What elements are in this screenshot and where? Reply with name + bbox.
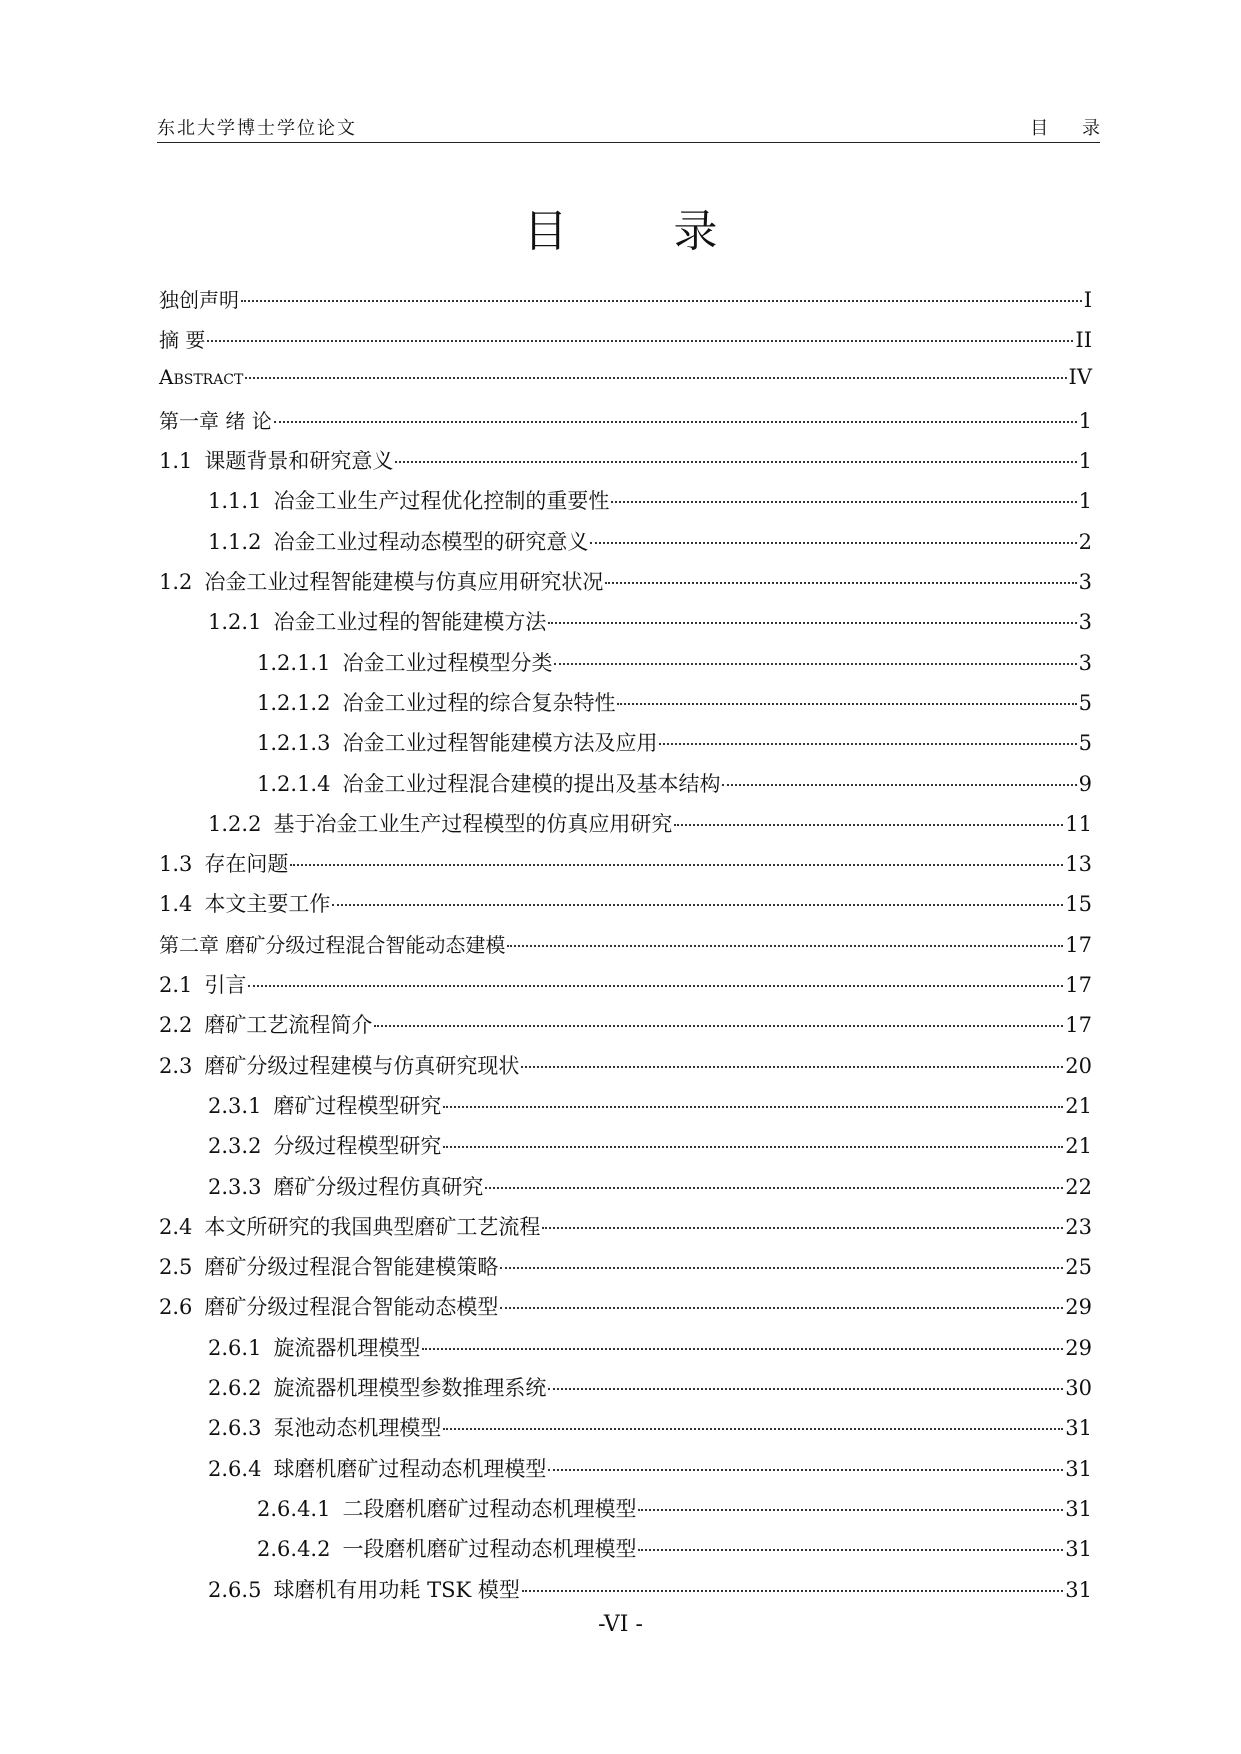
toc-entry-number: 1.2.1.1 bbox=[257, 650, 331, 675]
toc-entry-number: 1.2.1.3 bbox=[257, 731, 331, 756]
dot-leader bbox=[485, 1187, 1063, 1189]
toc-entry[interactable] bbox=[159, 1332, 1092, 1372]
toc-entry-page: 1 bbox=[1078, 489, 1092, 514]
dot-leader bbox=[274, 421, 1077, 423]
toc-entry-page: 17 bbox=[1065, 1013, 1092, 1038]
toc-entry-page: II bbox=[1075, 328, 1092, 353]
dot-leader bbox=[617, 703, 1076, 705]
toc-entry-number: 2.6.4 bbox=[208, 1456, 262, 1481]
toc-entry-number: 1.2.1.4 bbox=[257, 771, 331, 796]
toc-entry[interactable] bbox=[159, 445, 1092, 485]
toc-entry-number: 2.3.3 bbox=[208, 1174, 262, 1199]
toc-entry[interactable] bbox=[159, 1574, 1092, 1614]
toc-entry-page: 31 bbox=[1065, 1577, 1092, 1602]
toc-entry-number: 1.1.1 bbox=[208, 489, 262, 514]
toc-entry-page: 17 bbox=[1065, 973, 1092, 998]
toc-entry-number: 1.2.1 bbox=[208, 610, 262, 635]
toc-entry-page: 30 bbox=[1065, 1376, 1092, 1401]
page-title: 目 录 bbox=[523, 206, 764, 257]
dot-leader bbox=[542, 1227, 1063, 1229]
toc-entry-title: 球磨机有用功耗 TSK 模型 bbox=[273, 1577, 520, 1602]
toc-entry-title: 球磨机磨矿过程动态机理模型 bbox=[273, 1456, 547, 1481]
dot-leader bbox=[241, 300, 1082, 302]
toc-entry[interactable] bbox=[159, 1372, 1092, 1412]
toc-entry[interactable] bbox=[159, 1090, 1092, 1130]
toc-entry-page: 31 bbox=[1065, 1456, 1092, 1481]
toc-entry[interactable] bbox=[159, 1009, 1092, 1049]
toc-entry-title: 引言 bbox=[204, 973, 247, 998]
dot-leader bbox=[290, 864, 1063, 866]
toc-entry-page: 31 bbox=[1065, 1537, 1092, 1562]
toc-entry[interactable] bbox=[159, 808, 1092, 848]
toc-entry-title: 磨矿分级过程建模与仿真研究现状 bbox=[204, 1053, 520, 1078]
dot-leader bbox=[248, 985, 1063, 987]
toc-entry-number: 2.3.1 bbox=[208, 1093, 262, 1118]
dot-leader bbox=[548, 622, 1076, 624]
header-thesis-title: 东北大学博士学位论文 bbox=[157, 118, 357, 139]
toc-entry-page: 22 bbox=[1065, 1174, 1092, 1199]
toc-entry-title: 冶金工业过程模型分类 bbox=[342, 650, 553, 675]
dot-leader bbox=[638, 1509, 1063, 1511]
dot-leader bbox=[443, 1428, 1063, 1430]
toc-entry[interactable] bbox=[159, 1050, 1092, 1090]
toc-entry-number: 2.6.4.1 bbox=[257, 1496, 331, 1521]
toc-entry-number: 2.5 bbox=[159, 1255, 193, 1280]
toc-entry-page: 5 bbox=[1078, 690, 1092, 715]
toc-entry-title: 分级过程模型研究 bbox=[273, 1134, 442, 1159]
dot-leader bbox=[500, 1307, 1063, 1309]
dot-leader bbox=[611, 501, 1076, 503]
toc-entry-title: 冶金工业生产过程优化控制的重要性 bbox=[273, 489, 610, 514]
toc-entry-page: 9 bbox=[1078, 771, 1092, 796]
dot-leader bbox=[522, 1590, 1063, 1592]
toc-entry-number: 2.6.2 bbox=[208, 1376, 262, 1401]
toc-entry-number: 2.1 bbox=[159, 973, 193, 998]
dot-leader bbox=[500, 1267, 1063, 1269]
toc-entry-title: 二段磨机磨矿过程动态机理模型 bbox=[342, 1496, 637, 1521]
dot-leader bbox=[722, 784, 1076, 786]
running-header bbox=[157, 110, 1114, 143]
toc-entry-number: 1.3 bbox=[159, 852, 193, 877]
toc-entry-title: 摘 要 bbox=[159, 328, 206, 353]
toc-entry[interactable] bbox=[159, 969, 1092, 1009]
toc-entry-title: 冶金工业过程的智能建模方法 bbox=[273, 610, 547, 635]
toc-entry-title: Abstract bbox=[159, 364, 244, 389]
toc-entry[interactable] bbox=[159, 485, 1092, 525]
toc-entry-page: 17 bbox=[1065, 932, 1092, 957]
toc-entry-title: 冶金工业过程智能建模方法及应用 bbox=[342, 731, 658, 756]
toc-entry[interactable] bbox=[159, 566, 1092, 606]
toc-entry-number: 2.6.4.2 bbox=[257, 1537, 331, 1562]
toc-entry-number: 1.1.2 bbox=[208, 529, 262, 554]
toc-entry-page: 3 bbox=[1078, 610, 1092, 635]
toc-entry-title: 冶金工业过程混合建模的提出及基本结构 bbox=[342, 771, 721, 796]
toc-entry[interactable] bbox=[159, 1453, 1092, 1493]
toc-entry-number: 2.2 bbox=[159, 1013, 193, 1038]
toc-entry-title: 泵池动态机理模型 bbox=[273, 1416, 442, 1441]
toc-entry-page: 1 bbox=[1078, 449, 1092, 474]
toc-entry-title: 磨矿分级过程仿真研究 bbox=[273, 1174, 484, 1199]
dot-leader bbox=[332, 904, 1063, 906]
toc-entry-number: 2.6.3 bbox=[208, 1416, 262, 1441]
dot-leader bbox=[443, 1106, 1063, 1108]
table-of-contents bbox=[159, 284, 1092, 1614]
toc-entry-page: 31 bbox=[1065, 1416, 1092, 1441]
toc-entry[interactable] bbox=[159, 929, 1092, 969]
toc-entry-title: 冶金工业过程智能建模与仿真应用研究状况 bbox=[204, 570, 604, 595]
toc-entry-title: 旋流器机理模型参数推理系统 bbox=[273, 1376, 547, 1401]
toc-entry-title: 课题背景和研究意义 bbox=[204, 449, 394, 474]
dot-leader bbox=[507, 945, 1063, 947]
toc-entry[interactable] bbox=[159, 1130, 1092, 1170]
toc-entry[interactable] bbox=[159, 324, 1092, 364]
toc-entry-title: 独创声明 bbox=[159, 288, 239, 312]
toc-entry-page: 15 bbox=[1065, 892, 1092, 917]
dot-leader bbox=[548, 1388, 1063, 1390]
toc-entry[interactable] bbox=[159, 1211, 1092, 1251]
toc-entry[interactable] bbox=[159, 405, 1092, 445]
toc-entry-page: 3 bbox=[1078, 570, 1092, 595]
toc-entry[interactable] bbox=[159, 647, 1092, 687]
dot-leader bbox=[590, 542, 1076, 544]
toc-entry-page: 11 bbox=[1065, 811, 1092, 836]
dot-leader bbox=[245, 377, 1066, 379]
toc-entry-title: 一段磨机磨矿过程动态机理模型 bbox=[342, 1537, 637, 1562]
dot-leader bbox=[605, 582, 1076, 584]
toc-entry[interactable] bbox=[159, 284, 1092, 324]
toc-entry-page: 29 bbox=[1065, 1295, 1092, 1320]
toc-entry-number: 1.2.1.2 bbox=[257, 690, 331, 715]
toc-entry[interactable] bbox=[159, 1412, 1092, 1452]
toc-entry[interactable] bbox=[159, 727, 1092, 767]
toc-entry-title: 存在问题 bbox=[204, 852, 289, 877]
toc-entry-title: 本文所研究的我国典型磨矿工艺流程 bbox=[204, 1214, 541, 1239]
dot-leader bbox=[207, 340, 1073, 342]
toc-entry[interactable] bbox=[159, 606, 1092, 646]
toc-entry-number: 2.3 bbox=[159, 1053, 193, 1078]
toc-entry-number: 2.6.1 bbox=[208, 1335, 262, 1360]
toc-entry-page: 31 bbox=[1065, 1496, 1092, 1521]
dot-leader bbox=[548, 1469, 1063, 1471]
toc-entry-page: 1 bbox=[1078, 408, 1092, 433]
dot-leader bbox=[422, 1348, 1063, 1350]
toc-entry-title: 基于冶金工业生产过程模型的仿真应用研究 bbox=[273, 811, 673, 836]
toc-entry[interactable] bbox=[159, 1251, 1092, 1291]
toc-entry-number: 1.4 bbox=[159, 892, 193, 917]
toc-entry-number: 2.6.5 bbox=[208, 1577, 262, 1602]
toc-entry-page: 5 bbox=[1078, 731, 1092, 756]
toc-entry-title: 冶金工业过程动态模型的研究意义 bbox=[273, 529, 589, 554]
toc-entry-page: 21 bbox=[1065, 1093, 1092, 1118]
toc-entry[interactable] bbox=[159, 768, 1092, 808]
dot-leader bbox=[395, 461, 1076, 463]
page-number: -VI - bbox=[598, 1612, 643, 1637]
toc-entry-number: 2.6 bbox=[159, 1295, 193, 1320]
toc-entry-title: 冶金工业过程的综合复杂特性 bbox=[342, 690, 616, 715]
toc-entry-number: 1.2 bbox=[159, 570, 193, 595]
header-section-name: 目 录 bbox=[1030, 118, 1114, 139]
toc-entry-title: 本文主要工作 bbox=[204, 892, 331, 917]
dot-leader bbox=[554, 663, 1076, 665]
dot-leader bbox=[521, 1066, 1063, 1068]
toc-entry[interactable] bbox=[159, 848, 1092, 888]
toc-entry-number: 1.2.2 bbox=[208, 811, 262, 836]
toc-entry-page: 2 bbox=[1078, 529, 1092, 554]
toc-entry[interactable] bbox=[159, 1291, 1092, 1331]
toc-entry-page: 25 bbox=[1065, 1255, 1092, 1280]
toc-entry-page: 29 bbox=[1065, 1335, 1092, 1360]
toc-entry-title: 第二章 磨矿分级过程混合智能动态建模 bbox=[159, 932, 506, 957]
toc-entry-page: IV bbox=[1068, 364, 1092, 389]
toc-entry-title: 磨矿分级过程混合智能动态模型 bbox=[204, 1295, 499, 1320]
toc-entry-title: 磨矿工艺流程简介 bbox=[204, 1013, 373, 1038]
toc-entry-page: 13 bbox=[1065, 852, 1092, 877]
dot-leader bbox=[443, 1146, 1063, 1148]
toc-entry-number: 2.4 bbox=[159, 1214, 193, 1239]
toc-entry-page: 20 bbox=[1065, 1053, 1092, 1078]
toc-entry[interactable] bbox=[159, 526, 1092, 566]
toc-entry-page: 21 bbox=[1065, 1134, 1092, 1159]
toc-entry-title: 磨矿过程模型研究 bbox=[273, 1093, 442, 1118]
toc-entry[interactable] bbox=[159, 365, 1092, 405]
toc-entry-number: 1.1 bbox=[159, 449, 193, 474]
toc-entry[interactable] bbox=[159, 687, 1092, 727]
toc-entry-title: 旋流器机理模型 bbox=[273, 1335, 421, 1360]
toc-entry-page: I bbox=[1083, 288, 1092, 312]
toc-entry[interactable] bbox=[159, 1533, 1092, 1573]
dot-leader bbox=[374, 1025, 1063, 1027]
toc-entry[interactable] bbox=[159, 1171, 1092, 1211]
toc-entry-page: 3 bbox=[1078, 650, 1092, 675]
toc-entry[interactable] bbox=[159, 888, 1092, 928]
dot-leader bbox=[659, 743, 1076, 745]
dot-leader bbox=[638, 1549, 1063, 1551]
toc-entry-title: 第一章 绪 论 bbox=[159, 408, 272, 433]
toc-entry[interactable] bbox=[159, 1493, 1092, 1533]
toc-entry-title: 磨矿分级过程混合智能建模策略 bbox=[204, 1255, 499, 1280]
toc-entry-page: 23 bbox=[1065, 1214, 1092, 1239]
dot-leader bbox=[674, 824, 1063, 826]
toc-entry-number: 2.3.2 bbox=[208, 1134, 262, 1159]
